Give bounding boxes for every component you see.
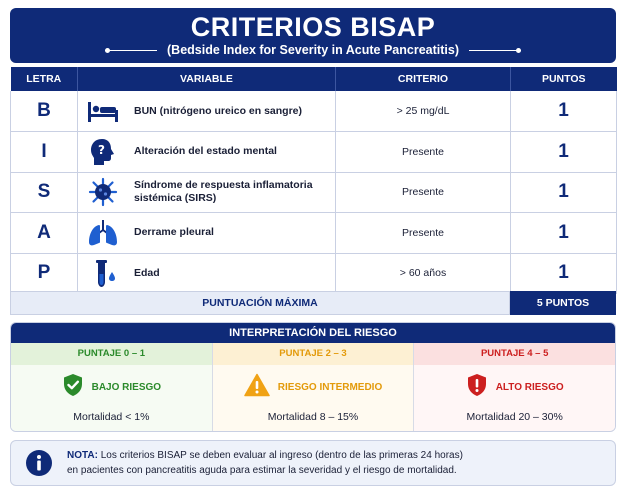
criteria-table: [10, 67, 617, 294]
note-text: [67, 448, 463, 478]
row-criterio: Presente: [336, 213, 511, 254]
row-criterio: > 25 mg/dL: [336, 91, 511, 132]
row-variable: BUN (nitrógeno ureico en sangre): [134, 104, 303, 117]
max-score-row: [10, 291, 616, 315]
row-letter: S: [11, 172, 78, 213]
row-puntos: 1: [511, 172, 617, 213]
table-row: [11, 91, 617, 132]
shield-check-icon: [62, 373, 84, 402]
lungs-icon: [78, 219, 128, 247]
row-variable: Edad: [134, 266, 160, 279]
risk-interpretation-title: INTERPRETACIÓN DEL RIESGO: [11, 323, 615, 343]
bed-icon: [78, 98, 128, 124]
svg-text:?: ?: [98, 142, 105, 157]
table-header-row: [11, 67, 617, 91]
note-line-1: Los criterios BISAP se deben evaluar al ingreso (dentro de las primeras 24 horas): [100, 450, 463, 461]
row-variable: Alteración del estado mental: [134, 145, 277, 158]
head-question-icon: [78, 137, 128, 167]
row-variable: Síndrome de respuesta inflamatoria sistémica (SIRS): [134, 179, 313, 205]
table-row: [11, 213, 617, 254]
table-row: [11, 253, 617, 294]
table-row: [11, 132, 617, 173]
risk-label: ALTO RIESGO: [495, 381, 564, 393]
risk-mortality: Mortalidad 20 – 30%: [466, 411, 563, 423]
risk-range: PUNTAJE 0 – 1: [11, 343, 212, 365]
warning-triangle-icon: [244, 373, 270, 402]
row-letter: B: [11, 91, 78, 132]
row-puntos: 1: [511, 213, 617, 254]
row-puntos: 1: [511, 253, 617, 294]
risk-interpretation-panel: [10, 322, 616, 432]
risk-mortality: Mortalidad < 1%: [73, 411, 150, 423]
header-letra: LETRA: [11, 67, 78, 91]
subtitle-row: [10, 43, 616, 57]
row-criterio: Presente: [336, 132, 511, 173]
title-banner: [10, 8, 616, 63]
table-row: [11, 172, 617, 213]
virus-icon: [78, 177, 128, 207]
row-puntos: 1: [511, 132, 617, 173]
risk-range: PUNTAJE 2 – 3: [213, 343, 414, 365]
risk-mortality: Mortalidad 8 – 15%: [267, 411, 359, 423]
page-subtitle: (Bedside Index for Severity in Acute Pancreatitis): [167, 43, 459, 57]
row-letter: I: [11, 132, 78, 173]
risk-label: BAJO RIESGO: [91, 381, 162, 393]
subtitle-divider-right: [469, 50, 521, 51]
row-letter: P: [11, 253, 78, 294]
shield-alert-icon: [466, 373, 488, 402]
row-variable: Derrame pleural: [134, 226, 214, 239]
risk-label: RIESGO INTERMEDIO: [277, 381, 383, 393]
page-title: CRITERIOS BISAP: [190, 12, 436, 42]
info-icon: [11, 449, 67, 477]
row-criterio: > 60 años: [336, 253, 511, 294]
test-tube-icon: [78, 258, 128, 288]
note-label: NOTA:: [67, 450, 98, 461]
header-criterio: CRITERIO: [336, 67, 511, 91]
max-score-label: PUNTUACIÓN MÁXIMA: [10, 291, 510, 315]
header-puntos: PUNTOS: [511, 67, 617, 91]
row-criterio: Presente: [336, 172, 511, 213]
risk-level-high: [414, 343, 615, 431]
max-score-value: 5 PUNTOS: [510, 291, 616, 315]
note-box: [10, 440, 616, 486]
risk-level-low: [11, 343, 213, 431]
subtitle-divider-left: [105, 50, 157, 51]
header-variable: VARIABLE: [78, 67, 336, 91]
risk-level-intermediate: [213, 343, 415, 431]
risk-range: PUNTAJE 4 – 5: [414, 343, 615, 365]
row-puntos: 1: [511, 91, 617, 132]
row-letter: A: [11, 213, 78, 254]
note-line-2: en pacientes con pancreatitis aguda para estimar la severidad y el riesgo de mortalidad.: [67, 465, 457, 476]
